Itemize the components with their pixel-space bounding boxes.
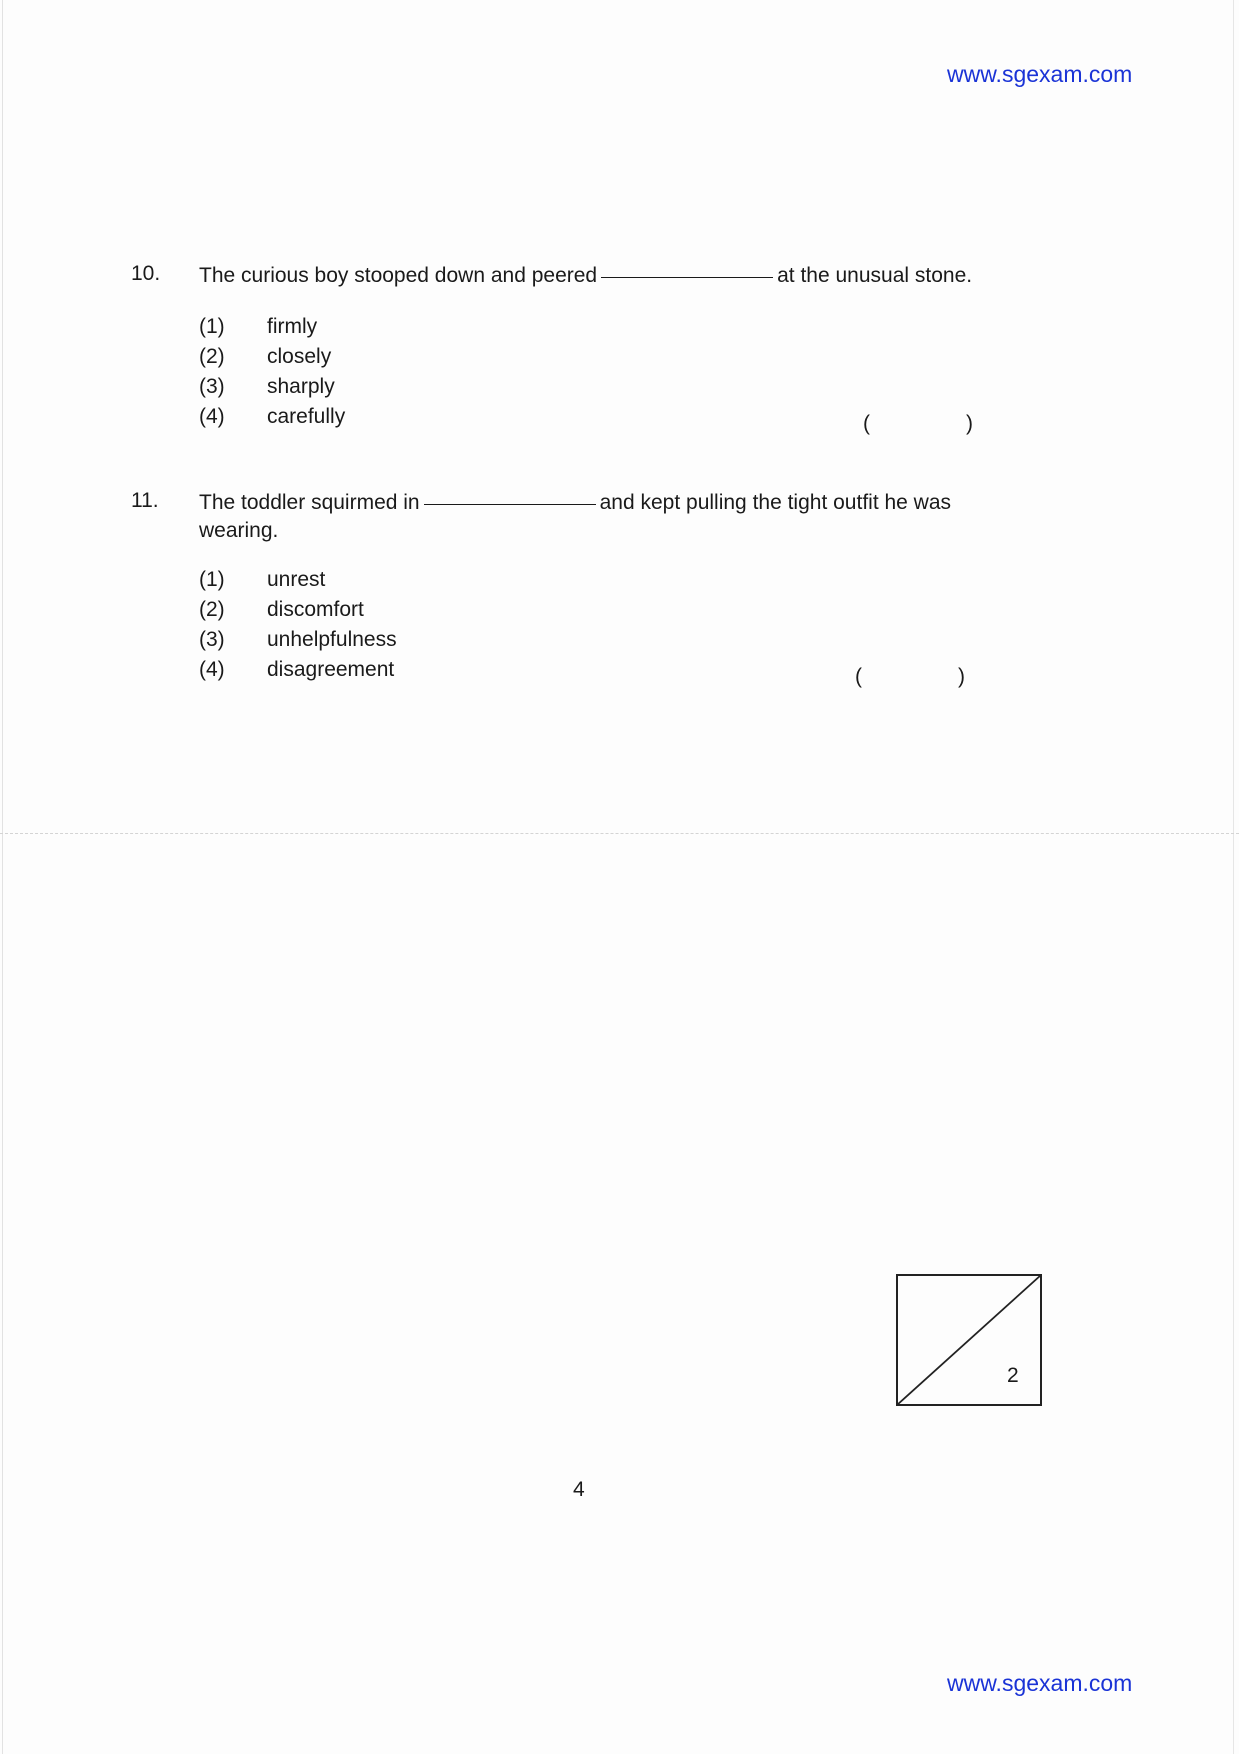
question-number: 10.: [131, 262, 161, 285]
answer-blank: [424, 504, 596, 505]
option-number: (4): [199, 405, 225, 428]
question-number: 11.: [131, 489, 159, 512]
page-number: 4: [573, 1478, 585, 1501]
score-value: 2: [1007, 1364, 1019, 1387]
score-box-frame: [896, 1274, 1042, 1406]
option-label: sharply: [267, 375, 335, 398]
header-url-link[interactable]: www.sgexam.com: [947, 61, 1133, 87]
page-edge-right: [1233, 0, 1234, 1754]
option-label: unhelpfulness: [267, 628, 397, 651]
question-text: [199, 489, 1049, 545]
option-label: closely: [267, 345, 332, 368]
score-box: [896, 1274, 1042, 1406]
option-number: (1): [199, 315, 225, 338]
option-number: (2): [199, 598, 225, 621]
option-label: discomfort: [267, 598, 364, 621]
option-label: carefully: [267, 405, 346, 428]
fold-divider: [0, 833, 1239, 834]
page-edge-left: [2, 0, 3, 1754]
answer-bracket[interactable]: [855, 665, 965, 689]
answer-bracket-close: ): [966, 412, 973, 435]
answer-bracket-open: (: [855, 665, 862, 688]
option-number: (3): [199, 375, 225, 398]
option-number: (1): [199, 568, 225, 591]
question-text-after: at the unusual stone.: [777, 264, 973, 287]
answer-bracket[interactable]: [863, 412, 973, 436]
answer-bracket-open: (: [863, 412, 870, 435]
option-number: (4): [199, 658, 225, 681]
answer-bracket-close: ): [958, 665, 965, 688]
question-text-before: The toddler squirmed in: [199, 491, 420, 514]
option-label: disagreement: [267, 658, 395, 681]
answer-blank: [601, 277, 773, 278]
option-label: firmly: [267, 315, 318, 338]
footer-url-link[interactable]: www.sgexam.com: [947, 1670, 1133, 1696]
question-text-line2: wearing.: [199, 519, 279, 542]
question-text-before: The curious boy stooped down and peered: [199, 264, 598, 287]
option-label: unrest: [267, 568, 326, 591]
option-number: (2): [199, 345, 225, 368]
question-text: [199, 262, 1049, 290]
question-text-after: and kept pulling the tight outfit he was: [599, 491, 952, 514]
option-number: (3): [199, 628, 225, 651]
